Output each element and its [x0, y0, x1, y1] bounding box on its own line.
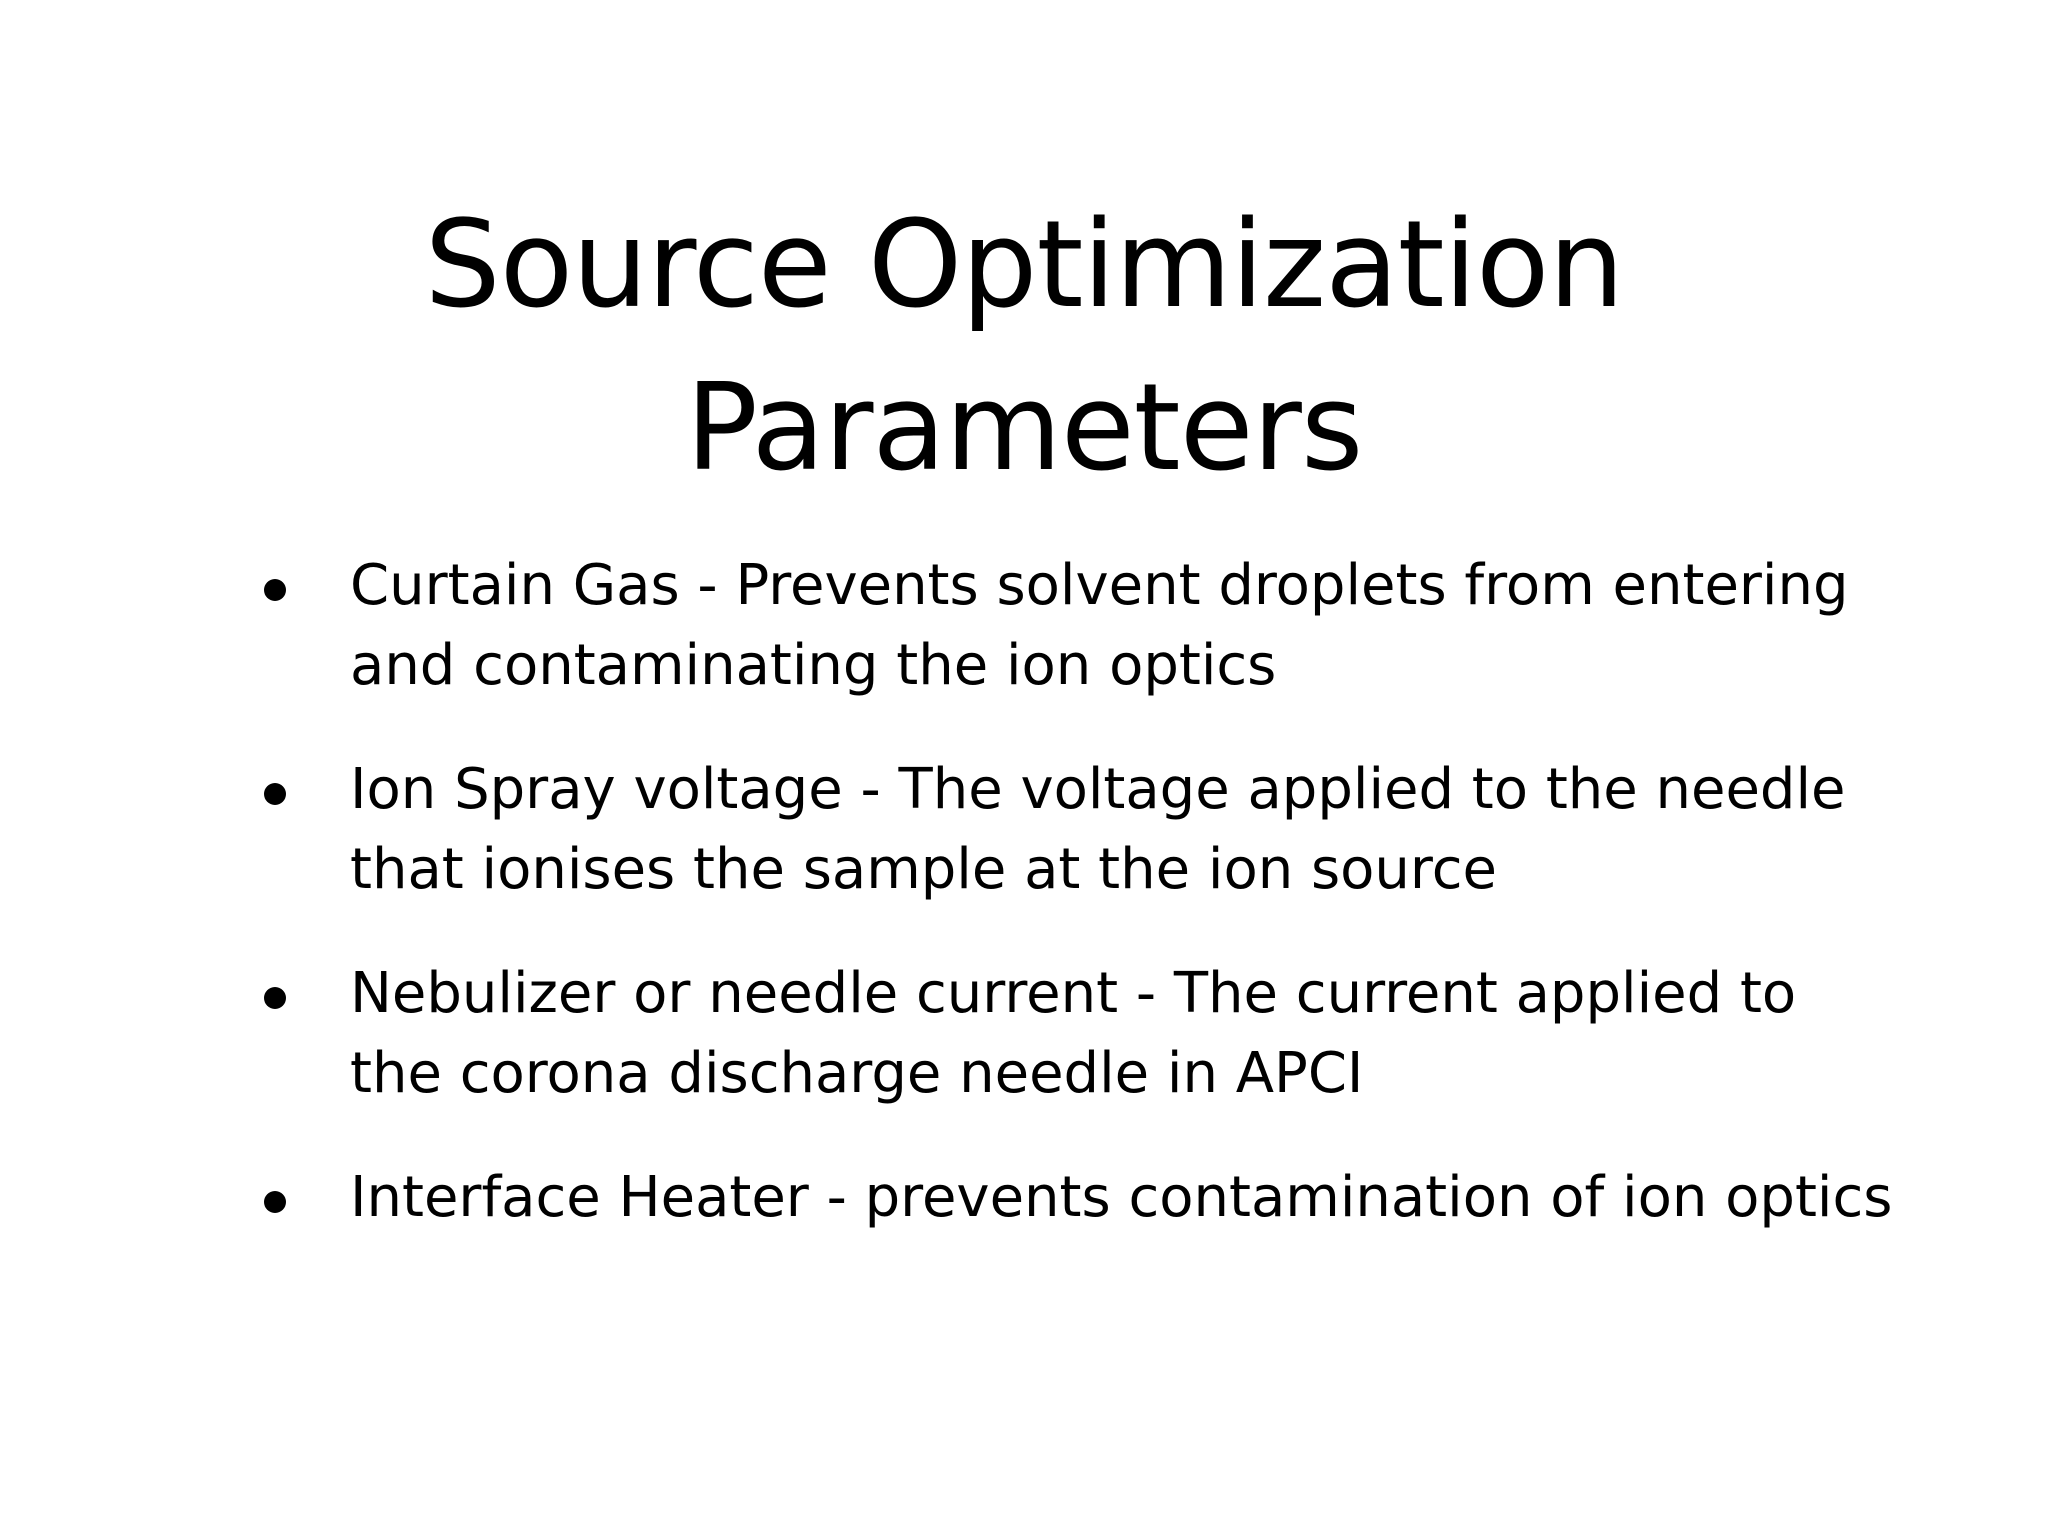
slide-title-line-2: Parameters — [685, 359, 1363, 499]
bullet-list — [0, 546, 2048, 1282]
bullet-line: and contaminating the ion optics — [350, 633, 1277, 698]
bullet-item-curtain-gas — [0, 546, 2048, 706]
bullet-line: that ionises the sample at the ion source — [350, 837, 1497, 902]
bullet-dot-icon — [264, 783, 286, 805]
bullet-item-nebulizer-current — [0, 954, 2048, 1114]
bullet-line: Curtain Gas - Prevents solvent droplets from entering — [350, 553, 1849, 618]
bullet-text — [350, 954, 1910, 1114]
bullet-line: Nebulizer or needle current - The current applied to — [350, 961, 1797, 1026]
bullet-text — [350, 750, 1910, 910]
bullet-text — [350, 546, 1910, 706]
bullet-line: Interface Heater - prevents contamination of ion optics — [350, 1165, 1893, 1230]
bullet-dot-icon — [264, 579, 286, 601]
slide-title — [0, 184, 2048, 510]
bullet-line: the corona discharge needle in APCI — [350, 1041, 1364, 1106]
bullet-item-interface-heater — [0, 1158, 2048, 1238]
bullet-line: Ion Spray voltage - The voltage applied to the needle — [350, 757, 1846, 822]
bullet-dot-icon — [264, 987, 286, 1009]
slide-title-line-1: Source Optimization — [424, 196, 1624, 336]
bullet-text — [350, 1158, 1910, 1238]
bullet-item-ion-spray-voltage — [0, 750, 2048, 910]
bullet-dot-icon — [264, 1191, 286, 1213]
